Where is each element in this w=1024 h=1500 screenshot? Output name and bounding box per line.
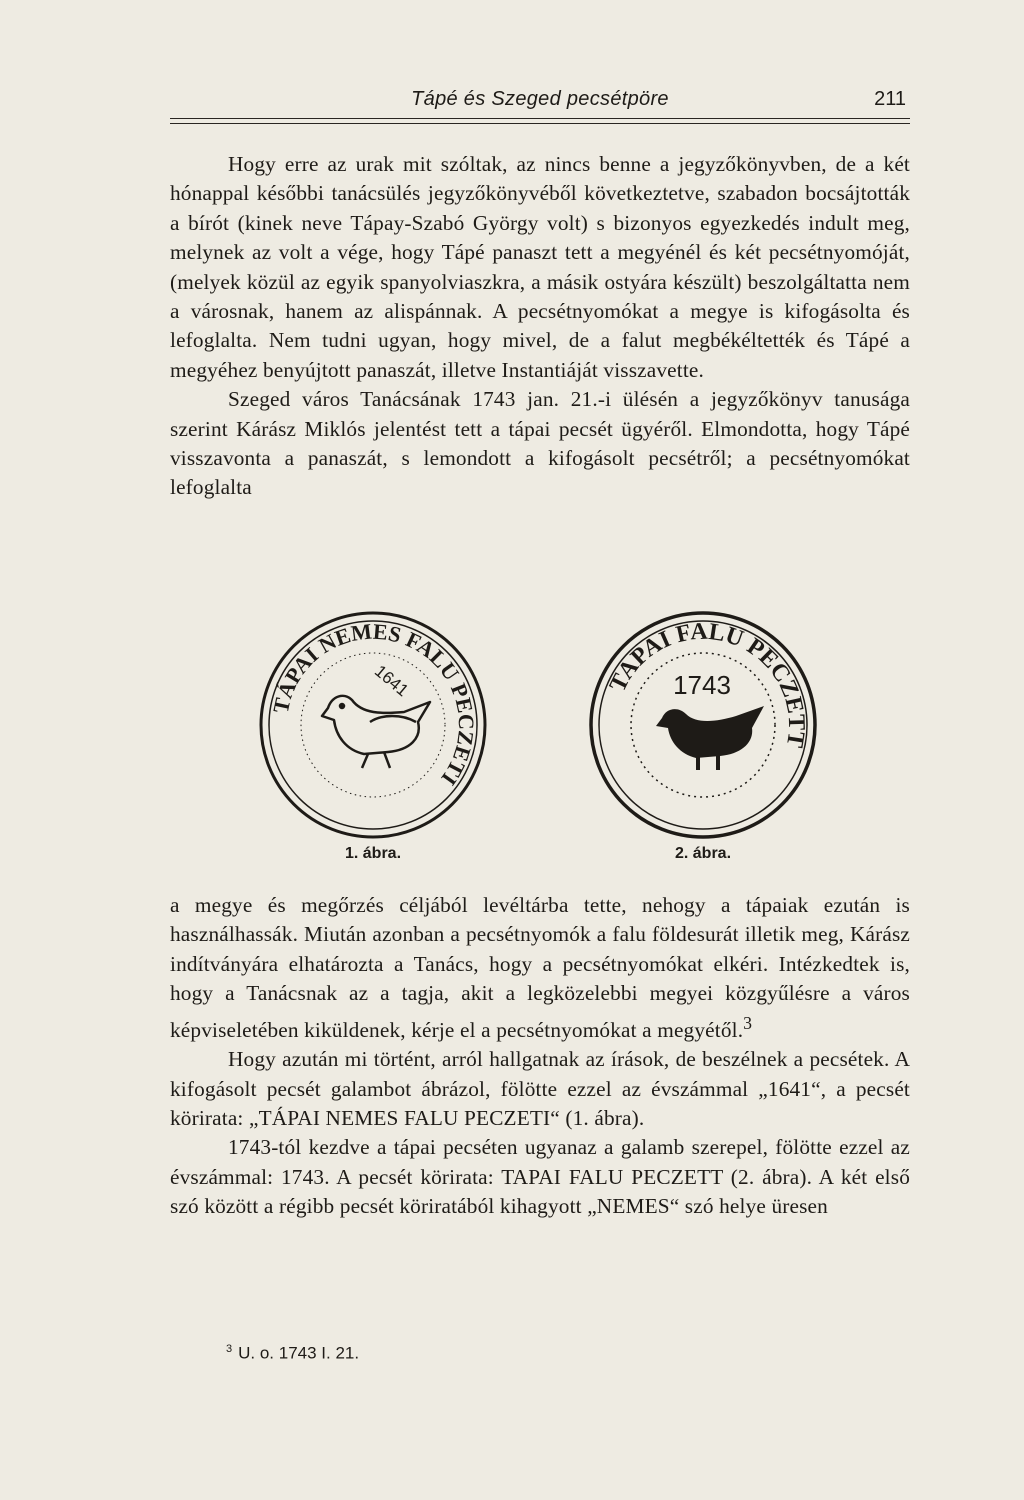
paragraph: Hogy azután mi történt, arról hallgatnak az írások, de beszélnek a pecsétek. A kifogásolt pecsét galambot ábrázol, fölötte ezzel az évszámmal „1641“, a pecsét körirata: „TÁPAI NEMES FALU PECZETI“ (1. ábra). [170, 1047, 910, 1130]
seal-2-legend: TAPAI FALU PECZETT [604, 618, 810, 750]
dove-silhouette [656, 706, 764, 770]
seal-1641-image [258, 610, 488, 840]
footnote-marker: 3 [226, 1343, 233, 1355]
page-header [170, 88, 910, 118]
header-rule-thick [170, 118, 910, 119]
dove-outline [322, 696, 430, 768]
text-after-figures [170, 891, 910, 1222]
header-rule-thin [170, 123, 910, 124]
figure-2 [588, 610, 818, 870]
figure-1-caption: 1. ábra. [344, 845, 402, 862]
paragraph: Hogy erre az urak mit szóltak, az nincs benne a jegyzőkönyvben, de a két hónappal későbbi tanácsülés jegyzőkönyvéből következtetve, szabadon bocsájtották a bírót (kinek neve Tápay-Szabó György volt) s bizonyos egyezkedés indult meg, melynek az volt a vége, hogy Tápé panaszt tett a megyénél és két pecsétnyomóját, (melyek közül az egyik spanyolviaszkra, a másik ostyára készült) beszolgáltatta nem a városnak, hanem az alispánnak. A pecsétnyomókat a megye is kifogásolta és lefoglalta. Nem tudni ugyan, hogy mivel, de a falut megbékéltették és Tápé a megyéhez benyújtott panaszát, illetve Instantiáját visszavette. [170, 152, 910, 382]
text-before-figures [170, 150, 910, 503]
running-title: Tápé és Szeged pecsétpöre [411, 88, 669, 110]
figure-1 [258, 610, 488, 870]
seal-1-legend: TÁPAI NEMES FALU PECZETI [267, 618, 480, 791]
seal-2-year: 1743 [673, 670, 731, 700]
footnote-text: U. o. 1743 I. 21. [238, 1343, 360, 1363]
paragraph: 1743-tól kezdve a tápai pecséten ugyanaz a galamb szerepel, fölötte ezzel az évszámmal: 1743. A pecsét körirata: TAPAI FALU PECZETT (2. ábra). A két első szó között a régibb pecsét köriratából kihagyott „NEMES“ szó helye üresen [170, 1135, 910, 1219]
seal-figures [170, 610, 910, 870]
seal-1743-image [588, 610, 818, 840]
page-number: 211 [874, 88, 906, 110]
paragraph: Szeged város Tanácsának 1743 jan. 21.-i ülésén a jegyzőkönyv tanusága szerint Kárász Miklós jelentést tett a tápai pecsét ügyéről. Elmondotta, hogy Tápé visszavonta a panaszát, s lemondott a kifogásolt pecsétről; a pecsétnyomókat lefoglalta [170, 387, 910, 500]
paragraph [170, 891, 910, 1045]
footnote [226, 1343, 359, 1364]
seal-1-year: 1641 [370, 661, 413, 701]
figure-2-caption: 2. ábra. [674, 845, 732, 862]
paragraph-text: a megye és megőrzés céljából levéltárba tette, nehogy a tápaiak ezután is használhassák. Miután azonban a pecsétnyomók a falu földesurát illetik meg, Kárász indítványára elhatározta a Tanács, hogy a pecsétnyomókat elkéri. Intézkedtek is, hogy a Tanácsnak az a tagja, akit a legközelebbi megyei közgyűlésre a város képviseletében kiküldenek, kérje el a pecsétnyomókat a megyétől. [170, 893, 910, 1042]
footnote-reference: 3 [743, 1012, 753, 1033]
